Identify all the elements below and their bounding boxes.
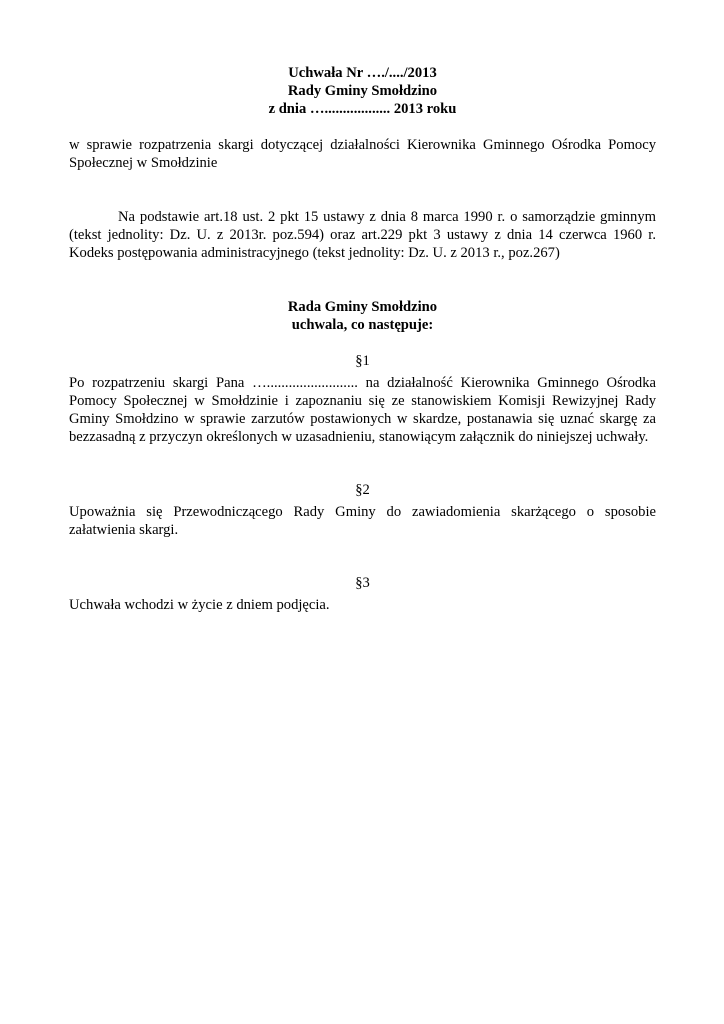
section-mark-2: §2 <box>355 482 370 498</box>
resolution-number: Uchwała Nr …./..../2013 <box>288 65 437 81</box>
council-heading: Rada Gminy Smołdzino <box>287 299 438 315</box>
section-text-2: Upoważnia się Przewodniczącego Rady Gminy do zawiadomienia skarżącego o sposobie załatwienia skargi. <box>69 504 656 538</box>
section-mark-3: §3 <box>355 575 370 591</box>
section-text-1: Po rozpatrzeniu skargi Pana …......................... na działalność Kierownika Gminnego Ośrodka Pomocy Społecznej w Smołdzinie i zapoznaniu się ze stanowiskiem Komisji Rewizyjnej Rady Gminy Smołdzino w sprawie zarzutów postawionych w skardze, postanawia się uznać skargę za bezzasadną z przyczyn określonych w uzasadnieniu, stanowiącym załącznik do niniejszej uchwały. <box>69 375 656 445</box>
document-page <box>69 64 656 614</box>
resolution-date: z dnia ….................. 2013 roku <box>268 101 457 117</box>
resolves-heading: uchwala, co następuje: <box>291 317 434 333</box>
section-mark-1: §1 <box>355 353 370 369</box>
resolution-subject: w sprawie rozpatrzenia skargi dotyczącej działalności Kierownika Gminnego Ośrodka Pomocy Społecznej w Smołdzinie <box>69 137 656 171</box>
council-resolves <box>69 298 656 334</box>
legal-basis: Na podstawie art.18 ust. 2 pkt 15 ustawy z dnia 8 marca 1990 r. o samorządzie gminnym (tekst jednolity: Dz. U. z 2013r. poz.594) oraz art.229 pkt 3 ustawy z dnia 14 czerwca 1960 r. Kodeks postępowania administracyjnego (tekst jednolity: Dz. U. z 2013 r., poz.267) <box>69 209 656 261</box>
council-name: Rady Gminy Smołdzino <box>287 83 438 99</box>
resolution-title <box>69 64 656 118</box>
section-text-3: Uchwała wchodzi w życie z dniem podjęcia. <box>69 597 330 613</box>
